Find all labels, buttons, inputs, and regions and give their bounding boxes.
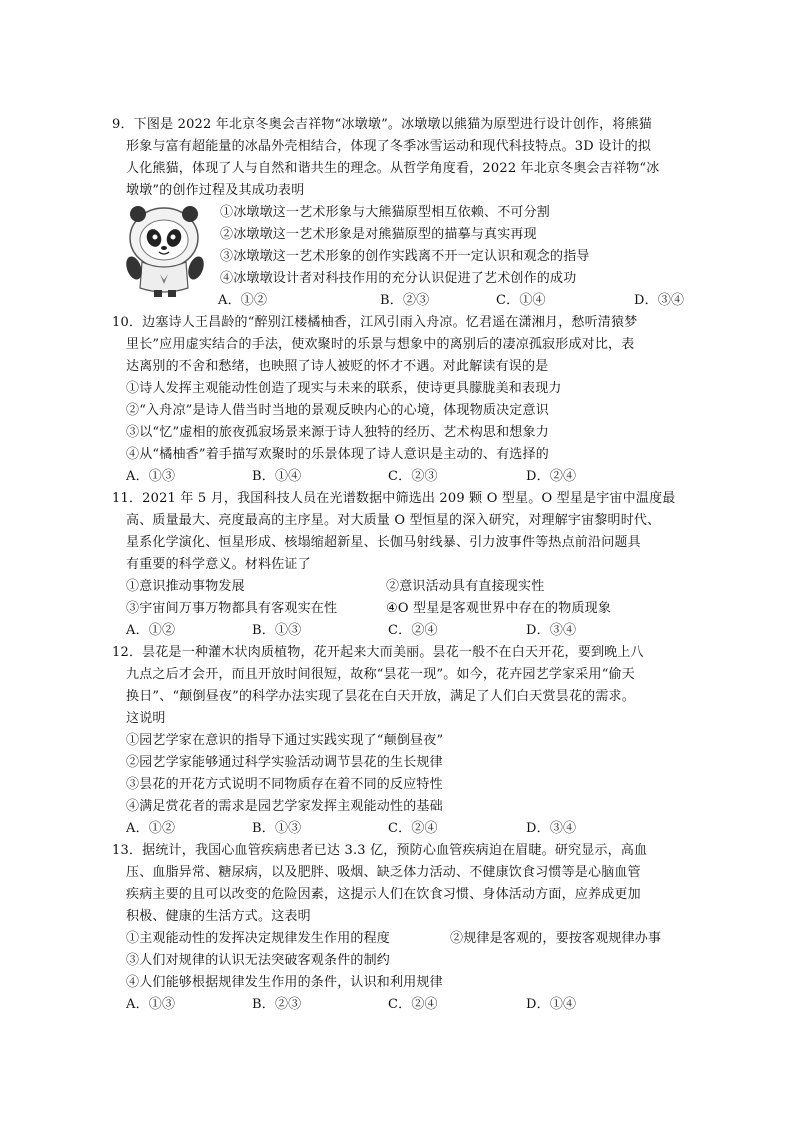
question-10-line-3: 达离别的不舍和愁绪，也映照了诗人被贬的怀才不遇。对此解读有误的是 (126, 359, 549, 374)
question-11-statement-3: ③宇宙间万事万物都具有客观实在性 (126, 601, 338, 616)
question-11-line-3: 星系化学演化、恒星形成、核塌缩超新星、长伽马射线暴、引力波事件等热点前沿问题具 (126, 535, 641, 550)
question-12-statement-1: ①园艺学家在意识的指导下通过实践实现了“颠倒昼夜” (126, 733, 444, 748)
question-11-line-2: 高、质量最大、亮度最高的主序星。对大质量 O 型恒星的深入研究，对理解宇宙黎明时代、 (126, 513, 661, 528)
question-9-statement-3: ③冰墩墩这一艺术形象的创作实践离不开一定认识和观念的指导 (220, 249, 590, 264)
question-13-option-c[interactable]: C．②④ (388, 997, 438, 1012)
question-13-statement-3: ③人们对规律的认识无法突破客观条件的制约 (126, 953, 391, 968)
question-13-option-d[interactable]: D．①④ (526, 997, 577, 1012)
question-10-line-1: 10．边塞诗人王昌龄的“醉别江楼橘柚香，江风引雨入舟凉。忆君遥在潇湘月，愁听清猿梦 (112, 315, 638, 330)
question-9-option-b[interactable]: B．②③ (380, 293, 430, 308)
question-9-line-1: 9．下图是 2022 年北京冬奥会吉祥物“冰墩墩”。冰墩墩以熊猫为原型进行设计创作，将熊猫 (112, 117, 652, 132)
question-11-statement-2: ②意识活动具有直接现实性 (386, 579, 545, 594)
question-13-option-b[interactable]: B．②③ (252, 997, 302, 1012)
question-11-line-1: 11．2021 年 5 月，我国科技人员在光谱数据中筛选出 209 颗 O 型星。O 型星是宇宙中温度最 (112, 491, 676, 506)
question-10-statement-2: ②“入舟凉”是诗人借当时当地的景观反映内心的心境，体现物质决定意识 (126, 403, 549, 418)
question-10-statement-4: ④从“橘柚香”着手描写欢聚时的乐景体现了诗人意识是主动的、有选择的 (126, 447, 549, 462)
question-10-option-a[interactable]: A．①③ (126, 469, 176, 484)
question-13-statement-2: ②规律是客观的，要按客观规律办事 (450, 931, 662, 946)
question-10-line-2: 里长”应用虚实结合的手法，使欢聚时的乐景与想象中的离别后的凄凉孤寂形成对比，表 (126, 337, 635, 352)
question-12-statement-4: ④满足赏花者的需求是园艺学家发挥主观能动性的基础 (126, 799, 443, 814)
question-12-line-3: 换日”、“颠倒昼夜”的科学办法实现了昙花在白天开放，满足了人们白天赏昙花的需求。 (126, 689, 635, 704)
question-9-line-2: 形象与富有超能量的冰晶外壳相结合，体现了冬季冰雪运动和现代科技特点。3D 设计的拟 (126, 139, 652, 154)
question-9-option-c[interactable]: C．①④ (496, 293, 546, 308)
question-11-line-4: 有重要的科学意义。材料佐证了 (126, 557, 311, 572)
question-9-statement-2: ②冰墩墩这一艺术形象是对熊猫原型的描摹与真实再现 (220, 227, 537, 242)
question-10-option-b[interactable]: B．①④ (252, 469, 302, 484)
question-9-option-d[interactable]: D．③④ (634, 293, 685, 308)
question-10-statement-1: ①诗人发挥主观能动性创造了现实与未来的联系，使诗更具朦胧美和表现力 (126, 381, 562, 396)
question-13-statement-4: ④人们能够根据规律发生作用的条件，认识和利用规律 (126, 975, 443, 990)
question-10-statement-3: ③以“忆”虚相的旅夜孤寂场景来源于诗人独特的经历、艺术构思和想象力 (126, 425, 549, 440)
question-12-line-1: 12．昙花是一种灌木状肉质植物，花开起来大而美丽。昙花一般不在白天开花，要到晚上八 (112, 645, 644, 660)
question-13-statement-1: ①主观能动性的发挥决定规律发生作用的程度 (126, 931, 391, 946)
question-12-option-b[interactable]: B．①③ (252, 821, 302, 836)
question-9-line-3: 人化熊猫，体现了人与自然和谐共生的理念。从哲学角度看，2022 年北京冬奥会吉祥物“冰 (126, 161, 660, 176)
question-12-statement-2: ②园艺学家能够通过科学实验活动调节昙花的生长规律 (126, 755, 443, 770)
question-13-line-3: 疾病主要的且可以改变的危险因素，这提示人们在饮食习惯、身体活动方面，应养成更加 (126, 887, 641, 902)
question-12-option-a[interactable]: A．①② (126, 821, 176, 836)
mascot-illustration (116, 198, 212, 298)
question-13-option-a[interactable]: A．①③ (126, 997, 176, 1012)
question-11-option-c[interactable]: C．②④ (388, 623, 438, 638)
question-11-statement-4: ④O 型星是客观世界中存在的物质现象 (386, 601, 612, 616)
question-12-line-4: 这说明 (126, 711, 166, 726)
question-12-option-d[interactable]: D．③④ (526, 821, 577, 836)
question-11-option-b[interactable]: B．①③ (252, 623, 302, 638)
question-12-option-c[interactable]: C．②④ (388, 821, 438, 836)
question-9-line-4: 墩墩”的创作过程及其成功表明 (126, 183, 305, 198)
question-9-option-a[interactable]: A．①② (218, 293, 268, 308)
question-11-statement-1: ①意识推动事物发展 (126, 579, 245, 594)
question-13-line-4: 积极、健康的生活方式。这表明 (126, 909, 311, 924)
question-11-option-d[interactable]: D．③④ (526, 623, 577, 638)
question-12-line-2: 九点之后才会开，而且开放时间很短，故称“昙花一现”。如今，花卉园艺学家采用“偷天 (126, 667, 635, 682)
question-10-option-d[interactable]: D．②④ (526, 469, 577, 484)
question-13-line-1: 13．据统计，我国心血管疾病患者已达 3.3 亿，预防心血管疾病迫在眉睫。研究显示，高血 (112, 843, 648, 858)
question-9-statement-4: ④冰墩墩设计者对科技作用的充分认识促进了艺术创作的成功 (220, 271, 577, 286)
question-11-option-a[interactable]: A．①② (126, 623, 176, 638)
question-10-option-c[interactable]: C．②③ (388, 469, 438, 484)
question-13-line-2: 压、血脂异常、糖尿病，以及肥胖、吸烟、缺乏体力活动、不健康饮食习惯等是心脑血管 (126, 865, 641, 880)
question-9-statement-1: ①冰墩墩这一艺术形象与大熊猫原型相互依赖、不可分割 (220, 205, 551, 220)
question-12-statement-3: ③昙花的开花方式说明不同物质存在着不同的反应特性 (126, 777, 443, 792)
